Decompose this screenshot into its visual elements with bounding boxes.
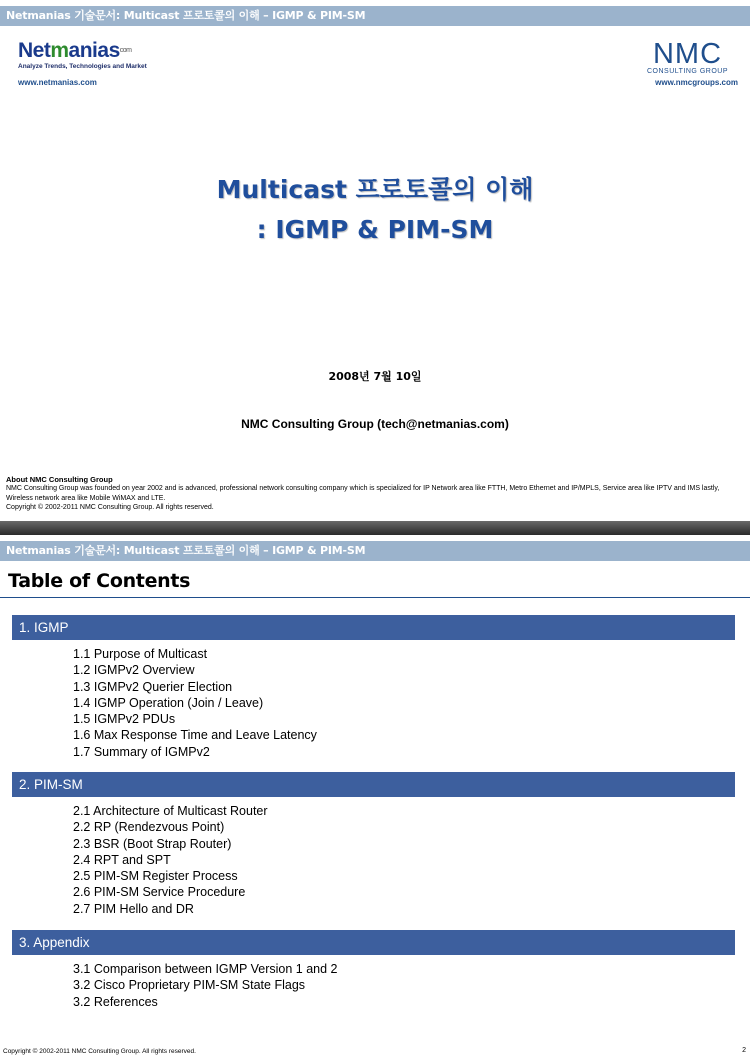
doc-header-bar xyxy=(0,541,750,561)
about-text-line: NMC Consulting Group was founded on year 2002 and is advanced, professional network consulting company which is specialized for IP Network area like FTTH, Metro Ethernet and IP/MPLS, Service area like IPTV and IMS lastly, xyxy=(6,485,720,493)
cover-date: 2008년 7월 10일 xyxy=(328,370,422,383)
toc-items-pim-sm xyxy=(73,803,268,917)
toc-item[interactable]: 2.2 RP (Rendezvous Point) xyxy=(73,820,225,835)
toc-item[interactable]: 2.5 PIM-SM Register Process xyxy=(73,869,238,884)
toc-item[interactable]: 1.2 IGMPv2 Overview xyxy=(73,663,195,678)
toc-items-igmp xyxy=(73,646,317,760)
toc-item[interactable]: 3.2 Cisco Proprietary PIM-SM State Flags xyxy=(73,978,306,993)
toc-item[interactable]: 1.3 IGMPv2 Querier Election xyxy=(73,679,233,694)
toc-section-appendix[interactable] xyxy=(12,930,735,955)
logo-letter: m xyxy=(50,39,69,62)
toc-item[interactable]: 1.6 Max Response Time and Leave Latency xyxy=(73,728,317,743)
page-number: 2 xyxy=(742,1047,746,1054)
toc-item[interactable]: 1.7 Summary of IGMPv2 xyxy=(73,744,210,759)
toc-items-appendix xyxy=(73,961,338,1010)
logo-letter: anias xyxy=(68,39,120,62)
logo-dotcom: com xyxy=(119,47,132,54)
toc-item[interactable]: 1.5 IGMPv2 PDUs xyxy=(73,712,176,727)
page-separator xyxy=(0,521,750,535)
toc-item[interactable]: 3.2 References xyxy=(73,994,158,1009)
title-line-1: Multicast 프로토콜의 이해 xyxy=(216,175,534,204)
doc-header-text: Netmanias 기술문서: Multicast 프로토콜의 이해 – IGMP & PIM-SM xyxy=(6,544,366,557)
about-copyright: Copyright © 2002-2011 NMC Consulting Group. All rights reserved. xyxy=(6,503,214,511)
logo-letter: et xyxy=(32,39,51,62)
cover-author: NMC Consulting Group (tech@netmanias.com) xyxy=(241,417,509,431)
title-line-2: : IGMP & PIM-SM xyxy=(256,215,494,244)
netmanias-url: www.netmanias.com xyxy=(18,78,97,87)
toc-item[interactable]: 3.1 Comparison between IGMP Version 1 and 2 xyxy=(73,962,338,976)
doc-header-text: Netmanias 기술문서: Multicast 프로토콜의 이해 – IGMP & PIM-SM xyxy=(6,9,366,22)
toc-item[interactable]: 1.4 IGMP Operation (Join / Leave) xyxy=(73,695,264,710)
toc-section-igmp[interactable] xyxy=(12,615,735,640)
toc-section-label: 2. PIM-SM xyxy=(19,777,83,792)
nmc-wordmark: NMC xyxy=(652,38,723,70)
doc-header-bar xyxy=(0,6,750,26)
toc-section-label: 3. Appendix xyxy=(19,935,90,950)
toc-section-pim-sm[interactable] xyxy=(12,772,735,797)
about-text-line: Wireless network area like Mobile WiMAX and LTE. xyxy=(6,494,166,502)
toc-section-label: 1. IGMP xyxy=(19,620,69,635)
toc-item[interactable]: 2.6 PIM-SM Service Procedure xyxy=(73,885,246,900)
about-heading: About NMC Consulting Group xyxy=(6,475,113,484)
toc-item[interactable]: 2.7 PIM Hello and DR xyxy=(73,901,194,916)
nmc-subtitle: CONSULTING GROUP xyxy=(647,68,728,75)
footer-copyright: Copyright © 2002-2011 NMC Consulting Group. All rights reserved. xyxy=(3,1048,196,1055)
netmanias-logo xyxy=(18,40,147,70)
logo-letter: N xyxy=(18,39,33,62)
toc-title: Table of Contents xyxy=(8,570,191,592)
toc-divider xyxy=(0,597,750,598)
nmc-logo xyxy=(647,40,728,75)
logo-tagline: Analyze Trends, Technologies and Market xyxy=(18,63,147,70)
toc-item[interactable]: 1.1 Purpose of Multicast xyxy=(73,647,208,661)
toc-item[interactable]: 2.4 RPT and SPT xyxy=(73,852,171,867)
toc-item[interactable]: 2.3 BSR (Boot Strap Router) xyxy=(73,836,232,851)
nmc-url: www.nmcgroups.com xyxy=(655,78,738,87)
about-block xyxy=(6,475,746,512)
cover-title xyxy=(0,170,750,250)
toc-item[interactable]: 2.1 Architecture of Multicast Router xyxy=(73,804,268,818)
